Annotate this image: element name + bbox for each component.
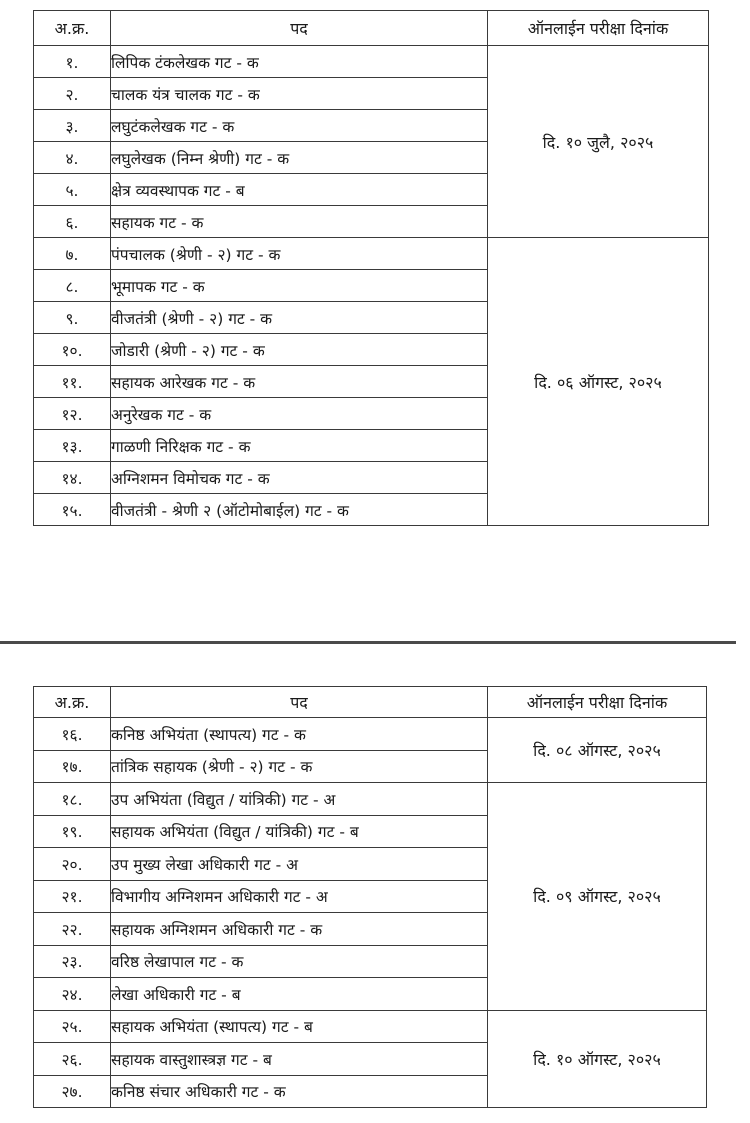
table-row <box>34 718 707 751</box>
table-header-row <box>34 11 709 46</box>
table-header-row <box>34 687 707 718</box>
serial-number: १६. <box>34 718 111 751</box>
serial-number: २३. <box>34 945 111 978</box>
serial-number: २२. <box>34 913 111 946</box>
table-body <box>34 46 709 526</box>
post-name: सहायक वास्तुशास्त्रज्ञ गट - ब <box>111 1043 488 1076</box>
post-name: भूमापक गट - क <box>111 270 488 302</box>
exam-date: दि. ०६ ऑगस्ट, २०२५ <box>488 238 709 526</box>
serial-number: १५. <box>34 494 111 526</box>
header-serial: अ.क्र. <box>34 687 111 718</box>
post-name: सहायक अभियंता (स्थापत्य) गट - ब <box>111 1010 488 1043</box>
post-name: सहायक गट - क <box>111 206 488 238</box>
post-name: कनिष्ठ संचार अधिकारी गट - क <box>111 1075 488 1108</box>
post-name: सहायक अग्निशमन अधिकारी गट - क <box>111 913 488 946</box>
post-name: गाळणी निरिक्षक गट - क <box>111 430 488 462</box>
post-name: लघुटंकलेखक गट - क <box>111 110 488 142</box>
post-name: उप मुख्य लेखा अधिकारी गट - अ <box>111 848 488 881</box>
serial-number: २७. <box>34 1075 111 1108</box>
serial-number: १०. <box>34 334 111 366</box>
serial-number: १७. <box>34 750 111 783</box>
post-name: सहायक आरेखक गट - क <box>111 366 488 398</box>
table-row <box>34 783 707 816</box>
serial-number: १. <box>34 46 111 78</box>
exam-date: दि. १० जुलै, २०२५ <box>488 46 709 238</box>
table-row <box>34 238 709 270</box>
exam-date: दि. १० ऑगस्ट, २०२५ <box>488 1010 707 1108</box>
post-name: क्षेत्र व्यवस्थापक गट - ब <box>111 174 488 206</box>
serial-number: १३. <box>34 430 111 462</box>
post-name: लेखा अधिकारी गट - ब <box>111 978 488 1011</box>
serial-number: ११. <box>34 366 111 398</box>
header-exam-date: ऑनलाईन परीक्षा दिनांक <box>488 687 707 718</box>
post-name: चालक यंत्र चालक गट - क <box>111 78 488 110</box>
post-name: विभागीय अग्निशमन अधिकारी गट - अ <box>111 880 488 913</box>
post-name: तांत्रिक सहायक (श्रेणी - २) गट - क <box>111 750 488 783</box>
serial-number: २१. <box>34 880 111 913</box>
serial-number: १९. <box>34 815 111 848</box>
serial-number: २. <box>34 78 111 110</box>
serial-number: ७. <box>34 238 111 270</box>
header-serial: अ.क्र. <box>34 11 111 46</box>
post-name: कनिष्ठ अभियंता (स्थापत्य) गट - क <box>111 718 488 751</box>
header-post: पद <box>111 687 488 718</box>
page-divider <box>0 641 736 644</box>
post-name: अनुरेखक गट - क <box>111 398 488 430</box>
serial-number: १८. <box>34 783 111 816</box>
serial-number: ६. <box>34 206 111 238</box>
post-name: जोडारी (श्रेणी - २) गट - क <box>111 334 488 366</box>
post-name: लघुलेखक (निम्न श्रेणी) गट - क <box>111 142 488 174</box>
serial-number: २६. <box>34 1043 111 1076</box>
post-name: सहायक अभियंता (विद्युत / यांत्रिकी) गट - ब <box>111 815 488 848</box>
post-name: अग्निशमन विमोचक गट - क <box>111 462 488 494</box>
exam-date: दि. ०८ ऑगस्ट, २०२५ <box>488 718 707 783</box>
serial-number: १२. <box>34 398 111 430</box>
table-body <box>34 718 707 1108</box>
serial-number: ३. <box>34 110 111 142</box>
serial-number: ९. <box>34 302 111 334</box>
exam-date: दि. ०९ ऑगस्ट, २०२५ <box>488 783 707 1011</box>
table-row <box>34 46 709 78</box>
exam-schedule-table-1 <box>33 10 709 526</box>
serial-number: ४. <box>34 142 111 174</box>
exam-schedule-table-2 <box>33 686 707 1108</box>
post-name: पंपचालक (श्रेणी - २) गट - क <box>111 238 488 270</box>
table-row <box>34 1010 707 1043</box>
serial-number: ५. <box>34 174 111 206</box>
post-name: वीजतंत्री (श्रेणी - २) गट - क <box>111 302 488 334</box>
serial-number: २०. <box>34 848 111 881</box>
post-name: वीजतंत्री - श्रेणी २ (ऑटोमोबाईल) गट - क <box>111 494 488 526</box>
post-name: वरिष्ठ लेखापाल गट - क <box>111 945 488 978</box>
serial-number: १४. <box>34 462 111 494</box>
header-post: पद <box>111 11 488 46</box>
serial-number: २४. <box>34 978 111 1011</box>
header-exam-date: ऑनलाईन परीक्षा दिनांक <box>488 11 709 46</box>
serial-number: २५. <box>34 1010 111 1043</box>
post-name: उप अभियंता (विद्युत / यांत्रिकी) गट - अ <box>111 783 488 816</box>
post-name: लिपिक टंकलेखक गट - क <box>111 46 488 78</box>
serial-number: ८. <box>34 270 111 302</box>
